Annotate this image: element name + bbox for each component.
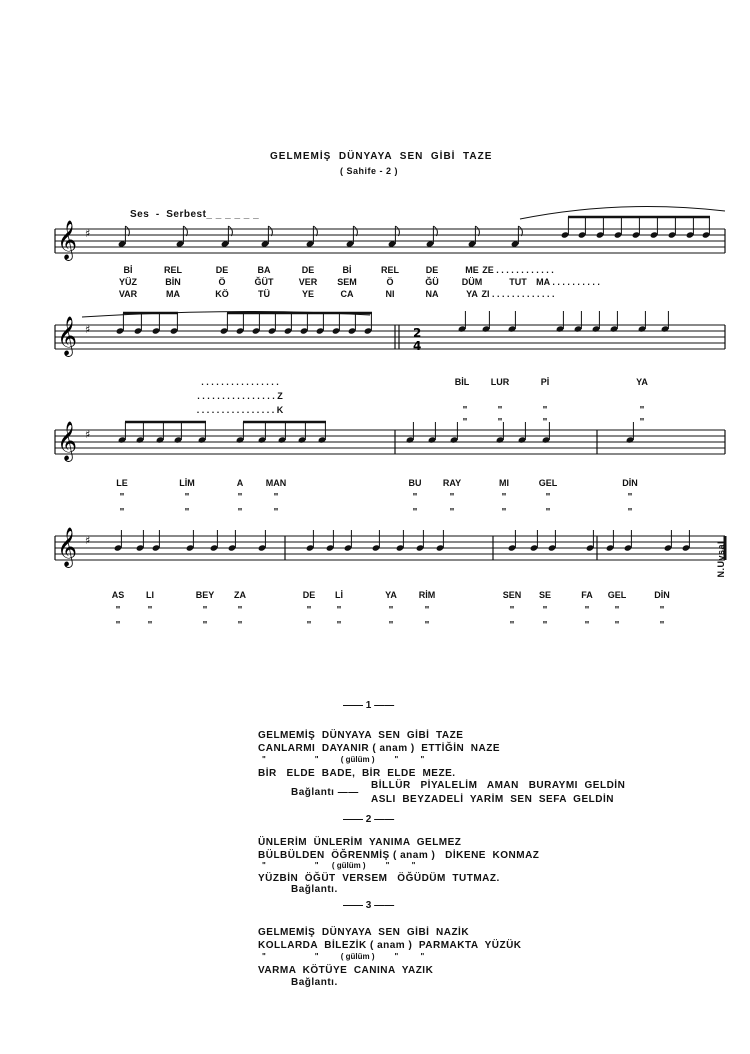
ditto-mark: " xyxy=(614,605,620,616)
verse-2-baglanti-label: Bağlantı. xyxy=(291,884,338,895)
verse-1-line-1: GELMEMİŞ DÜNYAYA SEN GİBİ TAZE xyxy=(258,730,464,741)
lyric-syllable: DÜM xyxy=(461,277,483,287)
lyric-syllable: YA xyxy=(385,590,397,600)
lyric-syllable: LİM xyxy=(179,478,195,488)
lyric-syllable: VAR xyxy=(118,289,138,299)
lyric-syllable: SE xyxy=(538,590,552,600)
lyric-syllable: Lİ xyxy=(335,590,343,600)
ditto-mark: " xyxy=(237,620,243,631)
lyric-syllable: GEL xyxy=(538,478,558,488)
lyric-syllable: A xyxy=(236,478,244,488)
lyric-syllable: VER xyxy=(298,277,318,287)
verse-2-line-2: BÜLBÜLDEN ÖĞRENMİŞ ( anam ) DİKENE KONMAZ xyxy=(258,850,540,861)
ditto-mark: " xyxy=(115,605,121,616)
ditto-mark: " xyxy=(412,507,418,518)
lyric-syllable: TÜ xyxy=(258,289,270,299)
lyric-syllable: . . . . . . . . . . . . . . . . K xyxy=(196,405,284,415)
ditto-mark: " xyxy=(639,417,645,428)
ditto-mark: " xyxy=(509,605,515,616)
lyric-syllable: ZA xyxy=(234,590,246,600)
verse-1-line-2: CANLARMI DAYANIR ( anam ) ETTİĞİN NAZE xyxy=(258,743,500,754)
verse-1-ditto-line: " " ( gülüm ) " " xyxy=(262,755,425,764)
time-signature-bottom: 4 xyxy=(413,339,422,353)
verse-3-line-2: KOLLARDA BİLEZİK ( anam ) PARMAKTA YÜZÜK xyxy=(258,940,522,951)
lyric-syllable: YÜZ xyxy=(119,277,137,287)
page-subtitle: ( Sahife - 2 ) xyxy=(340,166,399,176)
ditto-mark: " xyxy=(614,620,620,631)
lyric-syllable: MAN xyxy=(265,478,287,488)
verse-3-line-1: GELMEMİŞ DÜNYAYA SEN GİBİ NAZİK xyxy=(258,927,470,938)
lyric-syllable: Bİ xyxy=(123,265,133,275)
verse-1-line-3: BİR ELDE BADE, BİR ELDE MEZE. xyxy=(258,768,456,779)
lyric-syllable: RAY xyxy=(442,478,462,488)
ditto-mark: " xyxy=(273,507,279,518)
lyric-syllable: RİM xyxy=(418,590,436,600)
time-signature-top: 2 xyxy=(413,326,422,340)
ditto-mark: " xyxy=(412,492,418,503)
lyric-syllable: Pİ xyxy=(540,377,550,387)
lyric-syllable: CA xyxy=(340,289,354,299)
lyric-syllable: GEL xyxy=(607,590,627,600)
key-sharp-icon: ♯ xyxy=(85,323,91,336)
lyric-syllable: DE xyxy=(301,265,315,275)
verse-1-number: —— 1 —— xyxy=(343,700,395,711)
lyric-syllable: REL xyxy=(381,265,399,275)
ditto-mark: " xyxy=(542,417,548,428)
key-sharp-icon: ♯ xyxy=(85,227,91,240)
lyric-syllable: ĞÜT xyxy=(254,277,274,287)
ditto-mark: " xyxy=(627,492,633,503)
ditto-mark: " xyxy=(424,620,430,631)
lyric-syllable: DE xyxy=(302,590,316,600)
lyric-syllable: . . . . . . . . . . . . . . . . Z xyxy=(197,391,283,401)
ditto-mark: " xyxy=(336,620,342,631)
ditto-mark: " xyxy=(627,507,633,518)
ditto-mark: " xyxy=(545,507,551,518)
ditto-mark: " xyxy=(501,492,507,503)
ditto-mark: " xyxy=(639,405,645,416)
ditto-mark: " xyxy=(462,417,468,428)
ditto-mark: " xyxy=(147,605,153,616)
key-sharp-icon: ♯ xyxy=(85,534,91,547)
lyric-syllable: ZI . . . . . . . . . . . . . xyxy=(481,289,555,299)
ditto-mark: " xyxy=(388,605,394,616)
ditto-mark: " xyxy=(237,492,243,503)
lyric-syllable: SEM xyxy=(337,277,357,287)
lyric-syllable: MA xyxy=(166,289,180,299)
lyric-syllable: LE xyxy=(116,478,128,488)
lyric-syllable: DİN xyxy=(622,478,638,488)
lyric-syllable: DİN xyxy=(654,590,670,600)
lyric-syllable: ME xyxy=(465,265,479,275)
ditto-mark: " xyxy=(497,405,503,416)
ditto-mark: " xyxy=(424,605,430,616)
ditto-mark: " xyxy=(542,405,548,416)
verse-2-number: —— 2 —— xyxy=(343,814,395,825)
lyric-syllable: . . . . . . . . . . . . . . . . xyxy=(201,377,279,387)
verse-1-baglanti-label: Bağlantı —— xyxy=(291,787,359,798)
lyric-syllable: SEN xyxy=(502,590,522,600)
treble-clef-icon: 𝄞 xyxy=(57,421,78,461)
verse-2-ditto-line: " " ( gülüm ) " " xyxy=(262,861,416,870)
song-title: GELMEMİŞ DÜNYAYA SEN GİBİ TAZE xyxy=(270,151,493,162)
lyric-syllable: REL xyxy=(164,265,182,275)
ditto-mark: " xyxy=(388,620,394,631)
treble-clef-icon: 𝄞 xyxy=(57,527,78,567)
lyric-syllable: LUR xyxy=(490,377,510,387)
ditto-mark: " xyxy=(115,620,121,631)
verse-3-line-3: VARMA KÖTÜYE CANINA YAZIK xyxy=(258,965,434,976)
verse-1-baglanti-line-2: ASLI BEYZADELİ YARİM SEN SEFA GELDİN xyxy=(371,794,614,805)
ditto-mark: " xyxy=(119,507,125,518)
ditto-mark: " xyxy=(184,507,190,518)
lyric-syllable: ĞÜ xyxy=(425,277,439,287)
lyric-syllable: YA xyxy=(466,289,478,299)
ditto-mark: " xyxy=(462,405,468,416)
treble-clef-icon: 𝄞 xyxy=(57,316,78,356)
ditto-mark: " xyxy=(659,620,665,631)
ditto-mark: " xyxy=(449,492,455,503)
lyric-syllable: Ö xyxy=(386,277,394,287)
ditto-mark: " xyxy=(306,620,312,631)
ditto-mark: " xyxy=(545,492,551,503)
verse-1-baglanti-line-1: BİLLÜR PİYALELİM AMAN BURAYMI GELDİN xyxy=(371,780,626,791)
tempo-marking: Ses - Serbest_ _ _ _ _ _ xyxy=(130,209,260,220)
ditto-mark: " xyxy=(202,620,208,631)
lyric-syllable: FA xyxy=(581,590,593,600)
lyric-syllable: DE xyxy=(425,265,439,275)
lyric-syllable: AS xyxy=(111,590,125,600)
ditto-mark: " xyxy=(542,620,548,631)
lyric-syllable: Bİ xyxy=(342,265,352,275)
ditto-mark: " xyxy=(237,605,243,616)
ditto-mark: " xyxy=(119,492,125,503)
verse-2-line-1: ÜNLERİM ÜNLERİM YANIMA GELMEZ xyxy=(258,837,462,848)
lyric-syllable: TUT xyxy=(509,277,527,287)
verse-2-line-3: YÜZBİN ÖĞÜT VERSEM ÖĞÜDÜM TUTMAZ. xyxy=(258,873,500,884)
lyric-syllable: MI xyxy=(499,478,509,488)
composer-credit: N.Uysal xyxy=(716,541,726,578)
ditto-mark: " xyxy=(147,620,153,631)
ditto-mark: " xyxy=(584,620,590,631)
lyric-syllable: Ö xyxy=(218,277,226,287)
treble-clef-icon: 𝄞 xyxy=(57,220,78,260)
ditto-mark: " xyxy=(336,605,342,616)
lyric-syllable: YA xyxy=(636,377,648,387)
lyric-syllable: NI xyxy=(385,289,395,299)
verse-3-ditto-line: " " ( gülüm ) " " xyxy=(262,952,425,961)
verse-3-baglanti-label: Bağlantı. xyxy=(291,977,338,988)
verse-3-number: —— 3 —— xyxy=(343,900,395,911)
ditto-mark: " xyxy=(237,507,243,518)
lyric-syllable: YE xyxy=(301,289,315,299)
lyric-syllable: BU xyxy=(408,478,422,488)
ditto-mark: " xyxy=(449,507,455,518)
ditto-mark: " xyxy=(659,605,665,616)
lyric-syllable: KÖ xyxy=(215,289,229,299)
ditto-mark: " xyxy=(497,417,503,428)
ditto-mark: " xyxy=(306,605,312,616)
lyric-syllable: ZE . . . . . . . . . . . . xyxy=(482,265,554,275)
ditto-mark: " xyxy=(584,605,590,616)
lyric-syllable: BEY xyxy=(195,590,215,600)
lyric-syllable: LI xyxy=(146,590,154,600)
ditto-mark: " xyxy=(501,507,507,518)
ditto-mark: " xyxy=(509,620,515,631)
ditto-mark: " xyxy=(202,605,208,616)
lyric-syllable: MA . . . . . . . . . . xyxy=(536,277,600,287)
lyric-syllable: DE xyxy=(215,265,229,275)
lyric-syllable: BA xyxy=(257,265,271,275)
key-sharp-icon: ♯ xyxy=(85,428,91,441)
lyric-syllable: NA xyxy=(425,289,439,299)
ditto-mark: " xyxy=(184,492,190,503)
lyric-syllable: BİN xyxy=(165,277,181,287)
lyric-syllable: BİL xyxy=(454,377,470,387)
ditto-mark: " xyxy=(273,492,279,503)
ditto-mark: " xyxy=(542,605,548,616)
